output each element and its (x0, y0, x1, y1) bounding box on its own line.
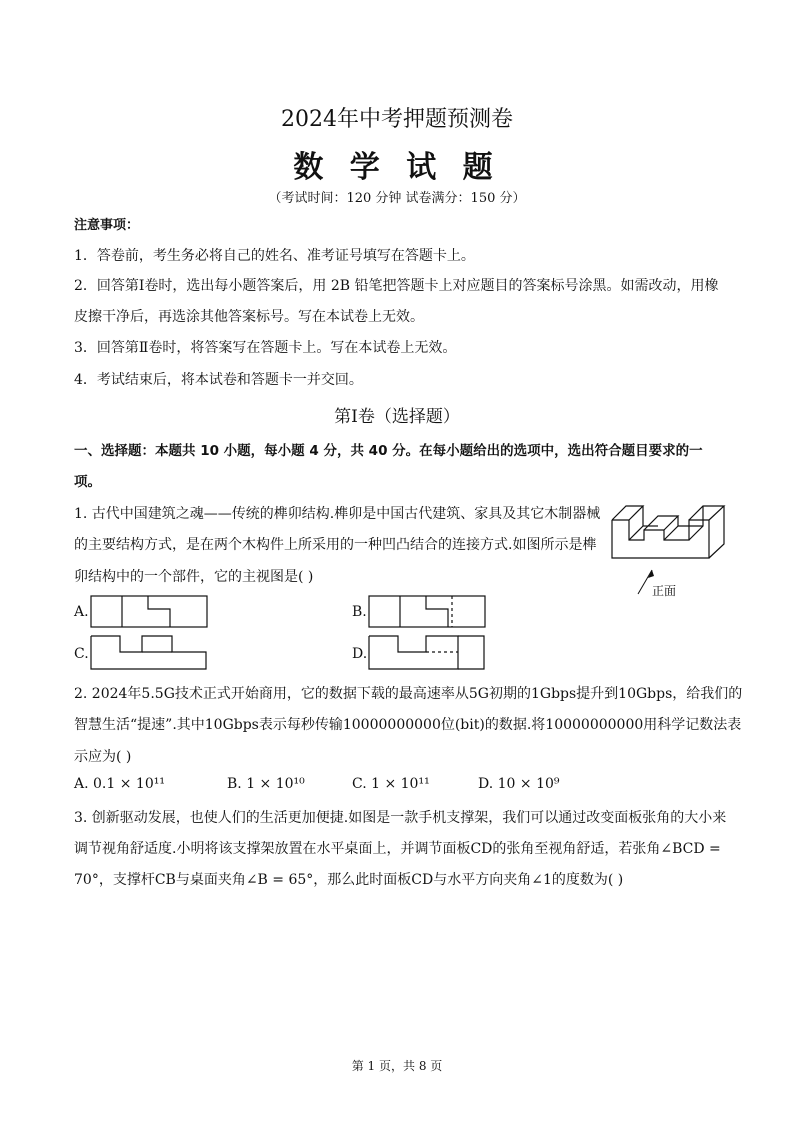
q1-text-line: 卯结构中的一个部件，它的主视图是( ) (74, 569, 314, 585)
q2-text-line: 示应为( ) (74, 749, 132, 765)
option-d-label[interactable]: D. (352, 646, 368, 662)
page-number: 第 1 页，共 8 页 (351, 1059, 443, 1073)
section-instruction-cont: 项。 (74, 474, 101, 490)
q2-option-b[interactable]: B. 1 × 10¹⁰ (227, 776, 305, 792)
front-arrow (638, 570, 652, 594)
q2-option-a[interactable]: A. 0.1 × 10¹¹ (74, 776, 165, 792)
option-c-figure (90, 635, 210, 671)
exam-title: 2024年中考押题预测卷 (281, 107, 513, 132)
note-item: 3．回答第Ⅱ卷时，将答案写在答题卡上。写在本试卷上无效。 (74, 340, 457, 356)
notes-heading: 注意事项： (74, 218, 140, 233)
q3-text-line: 3. 创新驱动发展，也使人们的生活更加便捷.如图是一款手机支撑架，我们可以通过改变面板张角的大小来 (74, 810, 727, 826)
option-b-label[interactable]: B. (352, 604, 367, 620)
q3-text-line: 70°，支撑杆CB与桌面夹角∠B = 65°，那么此时面板CD与水平方向夹角∠1的度数为( ) (74, 872, 624, 888)
option-c-label[interactable]: C. (74, 646, 89, 662)
note-item: 1．答卷前，考生务必将自己的姓名、准考证号填写在答题卡上。 (74, 248, 475, 264)
note-item: 2．回答第Ⅰ卷时，选出每小题答案后，用 2B 铅笔把答题卡上对应题目的答案标号涂黑。如需改动，用橡 (74, 278, 719, 294)
option-b-figure (368, 595, 488, 629)
q2-text-line: 2. 2024年5.5G技术正式开始商用，它的数据下载的最高速率从5G初期的1Gbps提升到10Gbps，给我们的 (74, 686, 743, 702)
q2-option-c[interactable]: C. 1 × 10¹¹ (352, 776, 430, 792)
q1-text-line: 的主要结构方式，是在两个木构件上所采用的一种凹凸结合的连接方式.如图所示是榫 (74, 537, 597, 553)
q1-text-line: 1. 古代中国建筑之魂——传统的榫卯结构.榫卯是中国古代建筑、家具及其它木制器械 (74, 506, 601, 522)
q2-text-line: 智慧生活“提速”.其中10Gbps表示每秒传输10000000000位(bit)的数据.将10000000000用科学记数法表 (74, 717, 742, 733)
option-a-figure (90, 595, 210, 629)
q2-option-d[interactable]: D. 10 × 10⁹ (478, 776, 560, 792)
q3-text-line: 调节视角舒适度.小明将该支撑架放置在水平桌面上，并调节面板CD的张角至视角舒适，若张角∠BCD = (74, 841, 721, 857)
section-title: 第Ⅰ卷（选择题） (334, 407, 460, 427)
option-a-label[interactable]: A. (74, 604, 89, 620)
exam-info: （考试时间：120 分钟 试卷满分：150 分） (268, 191, 526, 206)
section-instruction: 一、选择题：本题共 10 小题，每小题 4 分，共 40 分。在每小题给出的选项中，选出符合题目要求的一 (74, 443, 703, 459)
subject-title: 数 学 试 题 (293, 150, 501, 185)
option-d-figure (368, 635, 488, 671)
front-label: 正面 (652, 584, 677, 598)
note-item: 皮擦干净后，再选涂其他答案标号。写在本试卷上无效。 (74, 309, 424, 325)
note-item: 4．考试结束后，将本试卷和答题卡一并交回。 (74, 372, 363, 388)
